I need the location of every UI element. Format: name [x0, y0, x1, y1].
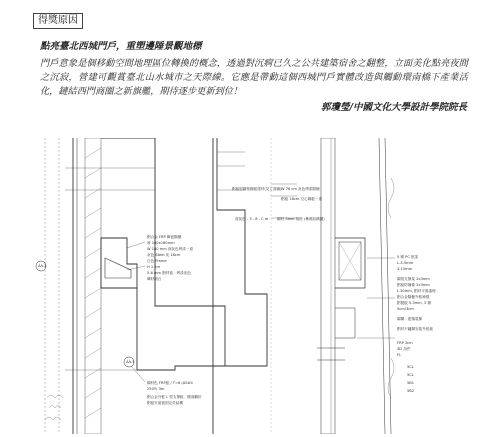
left-note: 灰色 Steel 灰 18cm [147, 253, 181, 257]
left-bottom-note: 鋁合金外框 L 型支撐板、側面翻折 [147, 395, 202, 399]
right-note: 5cm/3cm [397, 307, 414, 311]
right-note: 5 層 PC 框架 [397, 255, 419, 259]
level-mark: 5B1 [407, 381, 415, 385]
right-top-note: 深灰色 - 3 - 8 - C m [235, 217, 269, 221]
right-note: 鋁板防撞條 2x3mm [397, 283, 430, 287]
left-callout-b: AA-1 [126, 360, 135, 364]
award-headline: 點亮臺北西城門戶，重塑邊陲景觀地標 [40, 41, 202, 52]
right-note: 3D 扣件 [397, 347, 411, 351]
award-paragraph: 門戶意象是個移動空間地理區位轉換的概念，透過對沉痾已久之公共建築宿舍之翻整，立面美化點亮夜間之沉寂，營建可觀賞臺北山水城市之天際線。它應是帶動這個西城門戶實體改造與觸動環南橋下產業活化，鏈結西門商圈之新旗艦，期待逐步更新到位！ [40, 58, 468, 97]
right-note: L-3-5mm [397, 261, 414, 265]
level-mark: 5CL [407, 373, 414, 377]
right-notes [397, 254, 436, 357]
left-callout-a: AA-1 [38, 264, 47, 268]
left-note: 鋁合金 FRP 飾板隔柵 [147, 235, 182, 239]
left-bottom-note: 鋁板安裝板固定於結構 [147, 401, 183, 405]
right-note: FRP 3cm [397, 341, 413, 345]
left-bottom-note: 鋼材色 FRP板 / T=6 (AS#4 [147, 381, 193, 385]
right-top-note: 鋼材 Steel 規格 (參照結構圖) [277, 217, 325, 221]
right-note: FL [397, 353, 402, 357]
left-bottom-notes [147, 380, 202, 405]
left-bottom-note: 250Y) 3m [147, 387, 165, 391]
left-note: 5-6 mm 鋁材板 - 烤漆灰色 [147, 271, 191, 275]
right-note: 鋼構 - 建築電梯 [397, 317, 423, 321]
left-notes [147, 234, 193, 281]
award-signature: 郭瓊瑩/中國文化大學設計學院院長 [321, 102, 467, 113]
right-note: 鋼管支撐架 2x3mm [397, 277, 430, 281]
left-note: 磚材刷白 [147, 277, 162, 281]
right-note: L 30mm, 鋁材平面處理 [397, 289, 436, 293]
left-note: @ 180x180mm [147, 241, 175, 245]
right-top-notes [232, 186, 325, 221]
left-section-drawing [36, 138, 225, 434]
right-top-note: 鋁板型鋼格柵板建材(見立面圖) [232, 187, 282, 191]
right-top-note: W 76 cm 灰色烤漆隔柵 [281, 187, 320, 191]
right-note: 鋁材不鏽鋼安裝外框板 [397, 327, 433, 331]
right-section-drawing [213, 138, 395, 434]
left-note: 白色 Frame [147, 259, 167, 263]
level-mark: 5B2 [407, 389, 415, 393]
right-levels [407, 365, 414, 393]
right-top-note: 鋁板 18cm 空心鋼板一道 [281, 197, 323, 201]
level-mark: 5CL [407, 365, 414, 369]
right-note: 鋁製板 5.3mm, 3 層 [397, 301, 431, 305]
right-note: 3-15mm [397, 267, 413, 271]
award-reason-tag: 得獎原因 [33, 13, 83, 29]
left-note: H 1.2m [147, 265, 161, 269]
left-note: W 180 mm 深灰色烤漆一道 [147, 247, 193, 251]
detail-drawings [35, 138, 467, 434]
right-note: 鋁合金隔柵外框補強 [397, 295, 430, 299]
